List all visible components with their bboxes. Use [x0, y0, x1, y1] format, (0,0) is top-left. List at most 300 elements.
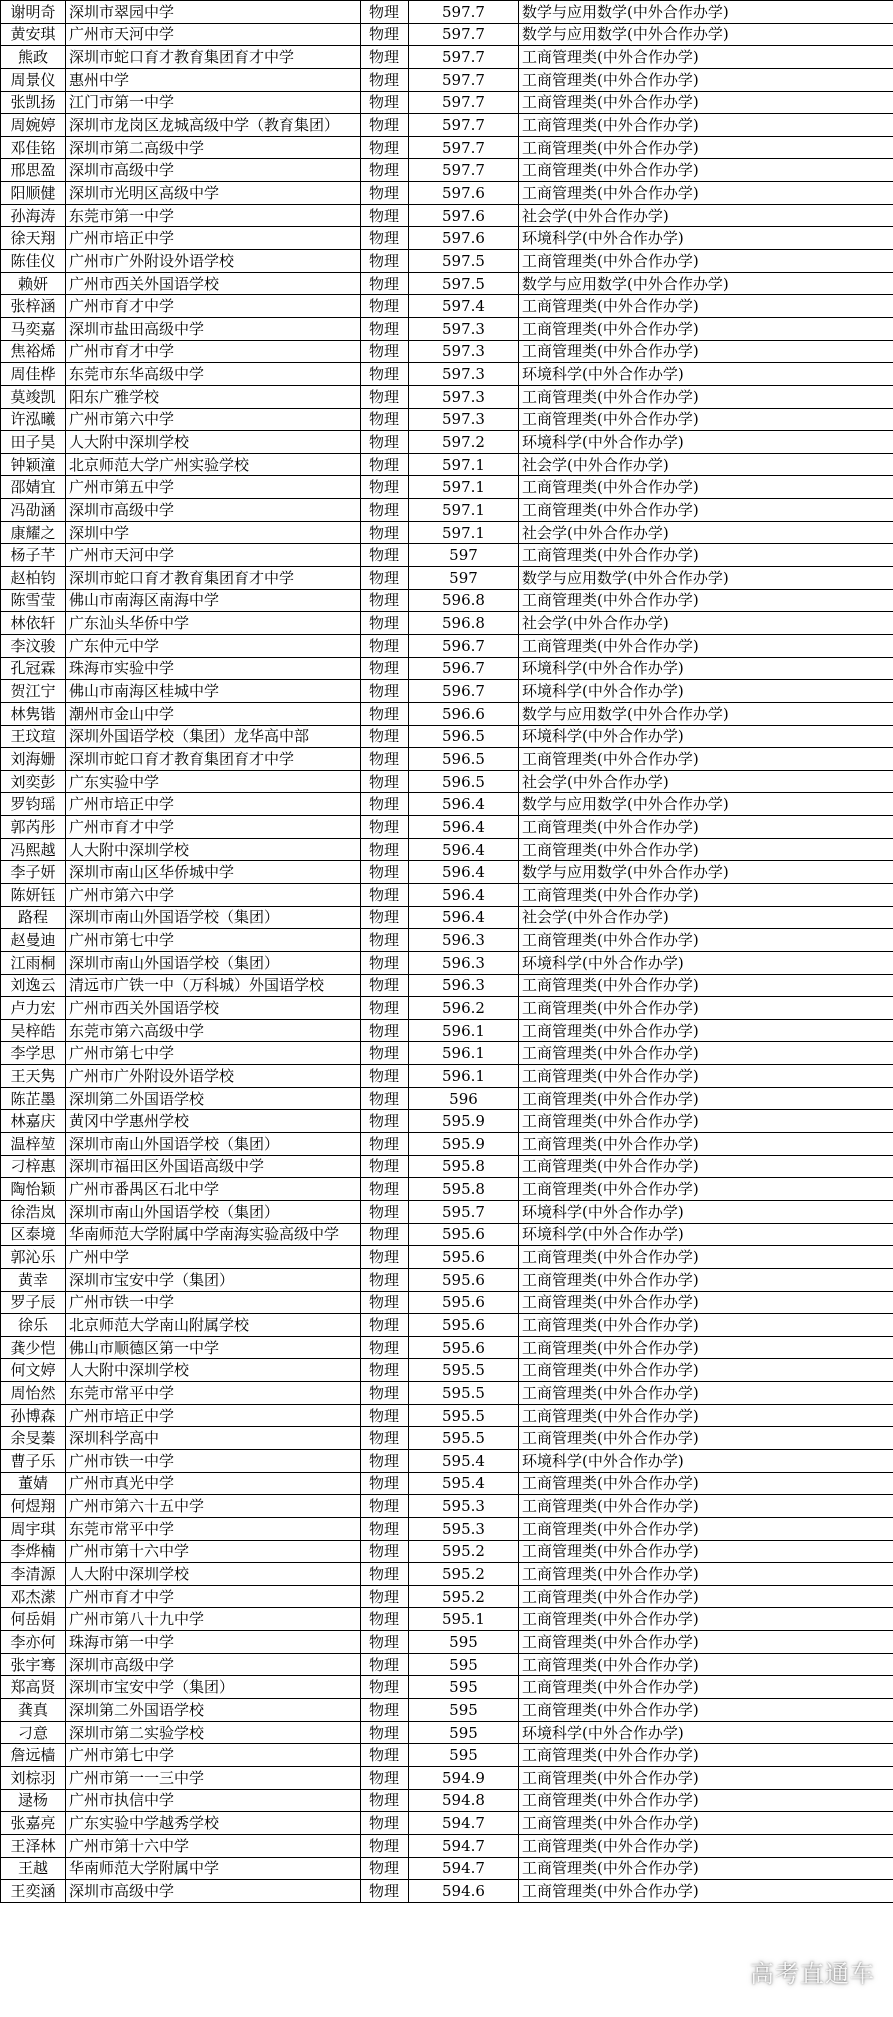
student-name-cell: 吴梓皓 — [1, 1019, 66, 1042]
major-cell: 工商管理类(中外合作办学) — [519, 1155, 893, 1178]
major-cell: 工商管理类(中外合作办学) — [519, 68, 893, 91]
table-row — [1, 1246, 893, 1269]
major-cell: 工商管理类(中外合作办学) — [519, 1472, 893, 1495]
student-name-cell: 钟颖潼 — [1, 453, 66, 476]
major-cell: 工商管理类(中外合作办学) — [519, 1246, 893, 1269]
major-cell: 工商管理类(中外合作办学) — [519, 1019, 893, 1042]
school-cell: 广州市培正中学 — [66, 1404, 361, 1427]
major-cell: 工商管理类(中外合作办学) — [519, 1699, 893, 1722]
school-cell: 惠州中学 — [66, 68, 361, 91]
subject-cell: 物理 — [361, 136, 409, 159]
table-row — [1, 385, 893, 408]
school-cell: 深圳市南山外国语学校（集团） — [66, 1200, 361, 1223]
student-name-cell: 陈佳仪 — [1, 250, 66, 273]
table-row — [1, 1427, 893, 1450]
school-cell: 广州市第七中学 — [66, 929, 361, 952]
school-cell: 深圳市盐田高级中学 — [66, 317, 361, 340]
school-cell: 深圳市高级中学 — [66, 159, 361, 182]
score-cell: 597.4 — [409, 295, 519, 318]
major-cell: 工商管理类(中外合作办学) — [519, 1065, 893, 1088]
score-cell: 597.2 — [409, 431, 519, 454]
subject-cell: 物理 — [361, 408, 409, 431]
school-cell: 深圳市蛇口育才教育集团育才中学 — [66, 46, 361, 69]
subject-cell: 物理 — [361, 1766, 409, 1789]
table-row — [1, 1133, 893, 1156]
school-cell: 东莞市东华高级中学 — [66, 363, 361, 386]
major-cell: 工商管理类(中外合作办学) — [519, 1608, 893, 1631]
student-name-cell: 冯劭涵 — [1, 499, 66, 522]
major-cell: 工商管理类(中外合作办学) — [519, 182, 893, 205]
major-cell: 工商管理类(中外合作办学) — [519, 1744, 893, 1767]
table-row — [1, 1676, 893, 1699]
school-cell: 清远市广铁一中（万科城）外国语学校 — [66, 974, 361, 997]
subject-cell: 物理 — [361, 114, 409, 137]
major-cell: 工商管理类(中外合作办学) — [519, 1133, 893, 1156]
student-name-cell: 罗钧瑶 — [1, 793, 66, 816]
school-cell: 广州市育才中学 — [66, 295, 361, 318]
major-cell: 工商管理类(中外合作办学) — [519, 250, 893, 273]
subject-cell: 物理 — [361, 748, 409, 771]
major-cell: 工商管理类(中外合作办学) — [519, 1087, 893, 1110]
major-cell: 工商管理类(中外合作办学) — [519, 317, 893, 340]
major-cell: 工商管理类(中外合作办学) — [519, 929, 893, 952]
table-row — [1, 227, 893, 250]
school-cell: 广州中学 — [66, 1246, 361, 1269]
subject-cell: 物理 — [361, 340, 409, 363]
score-cell: 595 — [409, 1676, 519, 1699]
student-name-cell: 张宇骞 — [1, 1653, 66, 1676]
score-cell: 597.3 — [409, 408, 519, 431]
subject-cell: 物理 — [361, 1721, 409, 1744]
student-name-cell: 田子昊 — [1, 431, 66, 454]
student-name-cell: 焦裕烯 — [1, 340, 66, 363]
subject-cell: 物理 — [361, 1, 409, 24]
subject-cell: 物理 — [361, 838, 409, 861]
major-cell: 工商管理类(中外合作办学) — [519, 1178, 893, 1201]
student-name-cell: 周怡然 — [1, 1382, 66, 1405]
major-cell: 社会学(中外合作办学) — [519, 453, 893, 476]
score-cell: 597.7 — [409, 68, 519, 91]
table-row — [1, 250, 893, 273]
score-cell: 595.3 — [409, 1517, 519, 1540]
table-row — [1, 974, 893, 997]
student-name-cell: 李学思 — [1, 1042, 66, 1065]
student-name-cell: 路程 — [1, 906, 66, 929]
table-row — [1, 1857, 893, 1880]
subject-cell: 物理 — [361, 1517, 409, 1540]
subject-cell: 物理 — [361, 453, 409, 476]
table-row — [1, 883, 893, 906]
student-name-cell: 龚真 — [1, 1699, 66, 1722]
table-row — [1, 204, 893, 227]
major-cell: 工商管理类(中外合作办学) — [519, 1336, 893, 1359]
school-cell: 深圳市福田区外国语高级中学 — [66, 1155, 361, 1178]
subject-cell: 物理 — [361, 68, 409, 91]
student-name-cell: 刘海姗 — [1, 748, 66, 771]
major-cell: 工商管理类(中外合作办学) — [519, 997, 893, 1020]
major-cell: 工商管理类(中外合作办学) — [519, 46, 893, 69]
subject-cell: 物理 — [361, 1065, 409, 1088]
student-name-cell: 阳顺健 — [1, 182, 66, 205]
score-cell: 597.6 — [409, 204, 519, 227]
score-cell: 595.4 — [409, 1472, 519, 1495]
table-row — [1, 317, 893, 340]
subject-cell: 物理 — [361, 906, 409, 929]
score-cell: 597.7 — [409, 91, 519, 114]
student-name-cell: 刘奕彭 — [1, 770, 66, 793]
major-cell: 工商管理类(中外合作办学) — [519, 1834, 893, 1857]
major-cell: 工商管理类(中外合作办学) — [519, 1110, 893, 1133]
table-row — [1, 1200, 893, 1223]
school-cell: 深圳市南山外国语学校（集团） — [66, 951, 361, 974]
major-cell: 工商管理类(中外合作办学) — [519, 748, 893, 771]
student-name-cell: 区泰境 — [1, 1223, 66, 1246]
subject-cell: 物理 — [361, 363, 409, 386]
score-cell: 595.6 — [409, 1246, 519, 1269]
score-cell: 595.6 — [409, 1314, 519, 1337]
school-cell: 佛山市顺德区第一中学 — [66, 1336, 361, 1359]
student-name-cell: 刘逸云 — [1, 974, 66, 997]
score-cell: 597.7 — [409, 114, 519, 137]
table-row — [1, 997, 893, 1020]
major-cell: 工商管理类(中外合作办学) — [519, 1880, 893, 1903]
score-cell: 597 — [409, 567, 519, 590]
subject-cell: 物理 — [361, 997, 409, 1020]
admission-table-body — [1, 1, 893, 1903]
score-cell: 596.5 — [409, 770, 519, 793]
table-row — [1, 1585, 893, 1608]
subject-cell: 物理 — [361, 250, 409, 273]
major-cell: 数学与应用数学(中外合作办学) — [519, 1, 893, 24]
student-name-cell: 黄幸 — [1, 1268, 66, 1291]
school-cell: 深圳科学高中 — [66, 1427, 361, 1450]
subject-cell: 物理 — [361, 1699, 409, 1722]
table-row — [1, 159, 893, 182]
table-row — [1, 1155, 893, 1178]
table-row — [1, 906, 893, 929]
student-name-cell: 张嘉亮 — [1, 1812, 66, 1835]
table-row — [1, 567, 893, 590]
major-cell: 工商管理类(中外合作办学) — [519, 1812, 893, 1835]
subject-cell: 物理 — [361, 521, 409, 544]
school-cell: 深圳市高级中学 — [66, 499, 361, 522]
subject-cell: 物理 — [361, 1585, 409, 1608]
score-cell: 597.3 — [409, 363, 519, 386]
school-cell: 黄冈中学惠州学校 — [66, 1110, 361, 1133]
score-cell: 596.4 — [409, 838, 519, 861]
score-cell: 596.3 — [409, 974, 519, 997]
score-cell: 597.6 — [409, 182, 519, 205]
subject-cell: 物理 — [361, 1314, 409, 1337]
subject-cell: 物理 — [361, 1789, 409, 1812]
major-cell: 数学与应用数学(中外合作办学) — [519, 793, 893, 816]
subject-cell: 物理 — [361, 1178, 409, 1201]
student-name-cell: 郭芮彤 — [1, 816, 66, 839]
subject-cell: 物理 — [361, 883, 409, 906]
score-cell: 597.7 — [409, 136, 519, 159]
major-cell: 环境科学(中外合作办学) — [519, 227, 893, 250]
major-cell: 工商管理类(中外合作办学) — [519, 634, 893, 657]
score-cell: 596.1 — [409, 1065, 519, 1088]
score-cell: 595.6 — [409, 1268, 519, 1291]
school-cell: 佛山市南海区南海中学 — [66, 589, 361, 612]
school-cell: 深圳市光明区高级中学 — [66, 182, 361, 205]
subject-cell: 物理 — [361, 385, 409, 408]
subject-cell: 物理 — [361, 725, 409, 748]
subject-cell: 物理 — [361, 567, 409, 590]
major-cell: 工商管理类(中外合作办学) — [519, 295, 893, 318]
subject-cell: 物理 — [361, 1472, 409, 1495]
table-row — [1, 770, 893, 793]
subject-cell: 物理 — [361, 23, 409, 46]
score-cell: 597.7 — [409, 159, 519, 182]
subject-cell: 物理 — [361, 431, 409, 454]
school-cell: 深圳第二外国语学校 — [66, 1699, 361, 1722]
school-cell: 广州市铁一中学 — [66, 1291, 361, 1314]
school-cell: 广州市第八十九中学 — [66, 1608, 361, 1631]
score-cell: 597.1 — [409, 499, 519, 522]
subject-cell: 物理 — [361, 1359, 409, 1382]
school-cell: 珠海市实验中学 — [66, 657, 361, 680]
score-cell: 595 — [409, 1744, 519, 1767]
school-cell: 广州市第十六中学 — [66, 1540, 361, 1563]
subject-cell: 物理 — [361, 272, 409, 295]
student-name-cell: 邓佳铭 — [1, 136, 66, 159]
student-name-cell: 罗子辰 — [1, 1291, 66, 1314]
school-cell: 广东汕头华侨中学 — [66, 612, 361, 635]
score-cell: 596.8 — [409, 589, 519, 612]
subject-cell: 物理 — [361, 1019, 409, 1042]
score-cell: 596.5 — [409, 748, 519, 771]
score-cell: 595.5 — [409, 1427, 519, 1450]
score-cell: 596.5 — [409, 725, 519, 748]
major-cell: 工商管理类(中外合作办学) — [519, 838, 893, 861]
subject-cell: 物理 — [361, 589, 409, 612]
subject-cell: 物理 — [361, 1540, 409, 1563]
subject-cell: 物理 — [361, 816, 409, 839]
subject-cell: 物理 — [361, 1631, 409, 1654]
score-cell: 596.1 — [409, 1019, 519, 1042]
school-cell: 深圳外国语学校（集团）龙华高中部 — [66, 725, 361, 748]
student-name-cell: 康耀之 — [1, 521, 66, 544]
table-row — [1, 1472, 893, 1495]
major-cell: 环境科学(中外合作办学) — [519, 1721, 893, 1744]
major-cell: 工商管理类(中外合作办学) — [519, 1042, 893, 1065]
school-cell: 阳东广雅学校 — [66, 385, 361, 408]
school-cell: 深圳市高级中学 — [66, 1880, 361, 1903]
subject-cell: 物理 — [361, 634, 409, 657]
table-row — [1, 408, 893, 431]
score-cell: 596.4 — [409, 793, 519, 816]
school-cell: 人大附中深圳学校 — [66, 838, 361, 861]
table-row — [1, 1789, 893, 1812]
table-row — [1, 46, 893, 69]
subject-cell: 物理 — [361, 182, 409, 205]
school-cell: 深圳中学 — [66, 521, 361, 544]
table-row — [1, 816, 893, 839]
school-cell: 深圳市龙岗区龙城高级中学（教育集团） — [66, 114, 361, 137]
major-cell: 工商管理类(中外合作办学) — [519, 1291, 893, 1314]
table-row — [1, 1268, 893, 1291]
table-row — [1, 1382, 893, 1405]
score-cell: 596.6 — [409, 702, 519, 725]
major-cell: 环境科学(中外合作办学) — [519, 1200, 893, 1223]
score-cell: 596.1 — [409, 1042, 519, 1065]
school-cell: 深圳市蛇口育才教育集团育才中学 — [66, 748, 361, 771]
school-cell: 广州市第六中学 — [66, 883, 361, 906]
student-name-cell: 赵曼迪 — [1, 929, 66, 952]
score-cell: 596.2 — [409, 997, 519, 1020]
table-row — [1, 951, 893, 974]
school-cell: 东莞市常平中学 — [66, 1517, 361, 1540]
student-name-cell: 黄安琪 — [1, 23, 66, 46]
table-row — [1, 1110, 893, 1133]
score-cell: 596 — [409, 1087, 519, 1110]
table-row — [1, 521, 893, 544]
score-cell: 597.1 — [409, 453, 519, 476]
subject-cell: 物理 — [361, 1608, 409, 1631]
subject-cell: 物理 — [361, 1404, 409, 1427]
table-row — [1, 431, 893, 454]
subject-cell: 物理 — [361, 657, 409, 680]
major-cell: 工商管理类(中外合作办学) — [519, 1653, 893, 1676]
table-row — [1, 114, 893, 137]
major-cell: 工商管理类(中外合作办学) — [519, 589, 893, 612]
subject-cell: 物理 — [361, 1495, 409, 1518]
student-name-cell: 徐浩岚 — [1, 1200, 66, 1223]
major-cell: 工商管理类(中外合作办学) — [519, 544, 893, 567]
school-cell: 东莞市常平中学 — [66, 1382, 361, 1405]
table-row — [1, 476, 893, 499]
school-cell: 广州市西关外国语学校 — [66, 272, 361, 295]
major-cell: 工商管理类(中外合作办学) — [519, 91, 893, 114]
subject-cell: 物理 — [361, 951, 409, 974]
major-cell: 工商管理类(中外合作办学) — [519, 114, 893, 137]
table-row — [1, 1721, 893, 1744]
student-name-cell: 孙博森 — [1, 1404, 66, 1427]
student-name-cell: 王奕涵 — [1, 1880, 66, 1903]
major-cell: 数学与应用数学(中外合作办学) — [519, 861, 893, 884]
table-row — [1, 1495, 893, 1518]
school-cell: 广州市育才中学 — [66, 340, 361, 363]
major-cell: 工商管理类(中外合作办学) — [519, 1563, 893, 1586]
subject-cell: 物理 — [361, 1268, 409, 1291]
student-name-cell: 詹远樯 — [1, 1744, 66, 1767]
table-row — [1, 1563, 893, 1586]
student-name-cell: 刁梓惠 — [1, 1155, 66, 1178]
student-name-cell: 王泽林 — [1, 1834, 66, 1857]
school-cell: 人大附中深圳学校 — [66, 1359, 361, 1382]
major-cell: 环境科学(中外合作办学) — [519, 657, 893, 680]
score-cell: 594.9 — [409, 1766, 519, 1789]
school-cell: 广州市西关外国语学校 — [66, 997, 361, 1020]
major-cell: 工商管理类(中外合作办学) — [519, 476, 893, 499]
table-row — [1, 295, 893, 318]
school-cell: 深圳市高级中学 — [66, 1653, 361, 1676]
score-cell: 594.7 — [409, 1812, 519, 1835]
subject-cell: 物理 — [361, 861, 409, 884]
score-cell: 595 — [409, 1721, 519, 1744]
subject-cell: 物理 — [361, 680, 409, 703]
score-cell: 596.7 — [409, 634, 519, 657]
table-row — [1, 1087, 893, 1110]
student-name-cell: 周宇琪 — [1, 1517, 66, 1540]
subject-cell: 物理 — [361, 544, 409, 567]
score-cell: 595.3 — [409, 1495, 519, 1518]
score-cell: 596.3 — [409, 929, 519, 952]
major-cell: 工商管理类(中外合作办学) — [519, 1789, 893, 1812]
score-cell: 595.9 — [409, 1133, 519, 1156]
table-row — [1, 91, 893, 114]
table-row — [1, 634, 893, 657]
subject-cell: 物理 — [361, 1336, 409, 1359]
subject-cell: 物理 — [361, 317, 409, 340]
student-name-cell: 温梓堃 — [1, 1133, 66, 1156]
subject-cell: 物理 — [361, 1110, 409, 1133]
school-cell: 广州市广外附设外语学校 — [66, 250, 361, 273]
school-cell: 广州市第十六中学 — [66, 1834, 361, 1857]
table-row — [1, 725, 893, 748]
table-row — [1, 1314, 893, 1337]
score-cell: 596.7 — [409, 657, 519, 680]
score-cell: 595.6 — [409, 1291, 519, 1314]
school-cell: 江门市第一中学 — [66, 91, 361, 114]
score-cell: 595.5 — [409, 1382, 519, 1405]
major-cell: 工商管理类(中外合作办学) — [519, 1676, 893, 1699]
subject-cell: 物理 — [361, 46, 409, 69]
score-cell: 595.2 — [409, 1585, 519, 1608]
major-cell: 工商管理类(中外合作办学) — [519, 1631, 893, 1654]
score-cell: 597.3 — [409, 317, 519, 340]
student-name-cell: 徐乐 — [1, 1314, 66, 1337]
student-name-cell: 熊政 — [1, 46, 66, 69]
student-name-cell: 许泓曦 — [1, 408, 66, 431]
table-row — [1, 1653, 893, 1676]
major-cell: 工商管理类(中外合作办学) — [519, 136, 893, 159]
student-name-cell: 何岳娟 — [1, 1608, 66, 1631]
student-name-cell: 邓杰潆 — [1, 1585, 66, 1608]
school-cell: 广州市天河中学 — [66, 544, 361, 567]
table-row — [1, 453, 893, 476]
school-cell: 北京师范大学南山附属学校 — [66, 1314, 361, 1337]
table-row — [1, 1450, 893, 1473]
subject-cell: 物理 — [361, 1676, 409, 1699]
subject-cell: 物理 — [361, 702, 409, 725]
student-name-cell: 郭沁乐 — [1, 1246, 66, 1269]
major-cell: 工商管理类(中外合作办学) — [519, 974, 893, 997]
major-cell: 工商管理类(中外合作办学) — [519, 499, 893, 522]
major-cell: 工商管理类(中外合作办学) — [519, 159, 893, 182]
score-cell: 595.1 — [409, 1608, 519, 1631]
student-name-cell: 赵柏钧 — [1, 567, 66, 590]
score-cell: 595.6 — [409, 1336, 519, 1359]
student-name-cell: 邢思盈 — [1, 159, 66, 182]
student-name-cell: 刁意 — [1, 1721, 66, 1744]
school-cell: 深圳市翠园中学 — [66, 1, 361, 24]
school-cell: 北京师范大学广州实验学校 — [66, 453, 361, 476]
score-cell: 595.9 — [409, 1110, 519, 1133]
score-cell: 597.5 — [409, 272, 519, 295]
subject-cell: 物理 — [361, 204, 409, 227]
table-row — [1, 748, 893, 771]
score-cell: 595 — [409, 1699, 519, 1722]
subject-cell: 物理 — [361, 1653, 409, 1676]
major-cell: 社会学(中外合作办学) — [519, 906, 893, 929]
subject-cell: 物理 — [361, 1155, 409, 1178]
school-cell: 深圳市南山外国语学校（集团） — [66, 1133, 361, 1156]
table-row — [1, 793, 893, 816]
table-row — [1, 1608, 893, 1631]
